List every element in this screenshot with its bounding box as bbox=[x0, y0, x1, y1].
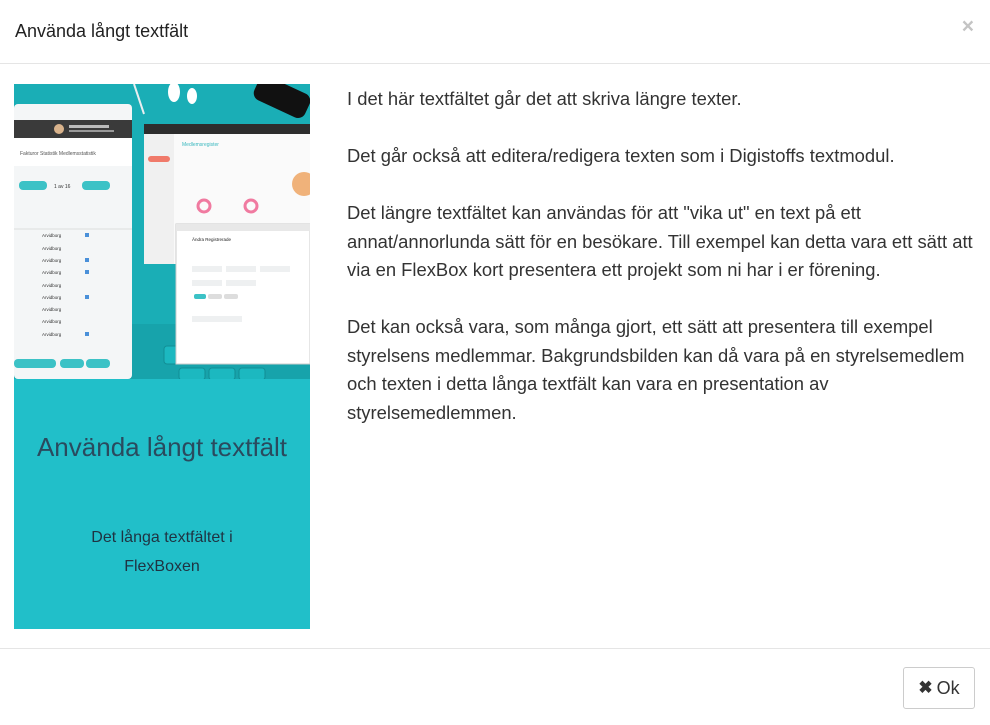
card-subtitle-line-1: Det långa textfältet i bbox=[91, 529, 233, 546]
svg-text:Ändra Registrerade: Ändra Registrerade bbox=[192, 237, 232, 242]
modal-footer bbox=[0, 648, 990, 725]
flexbox-card bbox=[14, 84, 310, 629]
svg-text:Medlemsregister: Medlemsregister bbox=[182, 142, 219, 148]
svg-text:Arvidborg: Arvidborg bbox=[42, 283, 62, 288]
card-subtitle bbox=[14, 523, 310, 581]
svg-text:Fakturor Statistik Medlems: Fakturor Statistik Medlemsstatistik bbox=[20, 151, 96, 157]
laptop-screenshot-image bbox=[14, 84, 310, 379]
svg-text:Arvidborg: Arvidborg bbox=[42, 319, 62, 324]
svg-text:Arvidborg: Arvidborg bbox=[42, 307, 62, 312]
svg-text:Arvidborg: Arvidborg bbox=[42, 295, 62, 300]
paragraph: I det här textfältet går det att skriva längre texter. bbox=[347, 88, 742, 109]
ok-button[interactable] bbox=[903, 667, 975, 709]
modal-header bbox=[0, 0, 990, 64]
svg-text:Arvidborg: Arvidborg bbox=[42, 258, 62, 263]
paragraph: Det kan också vara, som många gjort, ett sätt att presentera till exempel styrelsens medlemmar. Bakgrundsbilden kan då vara på en styrelsemedlem och texten i detta långa textfält kan vara en presentation av styrelsemedlemmen. bbox=[347, 316, 965, 423]
svg-text:1 av 16: 1 av 16 bbox=[54, 184, 71, 190]
svg-text:Arvidborg: Arvidborg bbox=[42, 246, 62, 251]
paragraph: Det går också att editera/redigera texten som i Digistoffs textmodul. bbox=[347, 145, 895, 166]
paragraph: Det längre textfältet kan användas för att "vika ut" en text på ett annat/annorlunda sätt för en besökare. Till exempel kan detta vara ett sätt att via en FlexBox kort presentera ett projekt som ni har i er förening. bbox=[347, 202, 973, 280]
long-text-content bbox=[347, 85, 977, 456]
close-icon[interactable]: × bbox=[961, 15, 974, 38]
card-title: Använda långt textfält bbox=[36, 432, 288, 462]
svg-text:Arvidborg: Arvidborg bbox=[42, 332, 62, 337]
modal-title: Använda långt textfält bbox=[15, 21, 189, 41]
card-background-image bbox=[14, 84, 310, 379]
card-subtitle-line-2: FlexBoxen bbox=[124, 558, 200, 575]
svg-text:Arvidborg: Arvidborg bbox=[42, 270, 62, 275]
ok-button-label: Ok bbox=[936, 677, 960, 698]
svg-text:Arvidborg: Arvidborg bbox=[42, 233, 62, 238]
close-icon: ✖ bbox=[918, 678, 933, 697]
